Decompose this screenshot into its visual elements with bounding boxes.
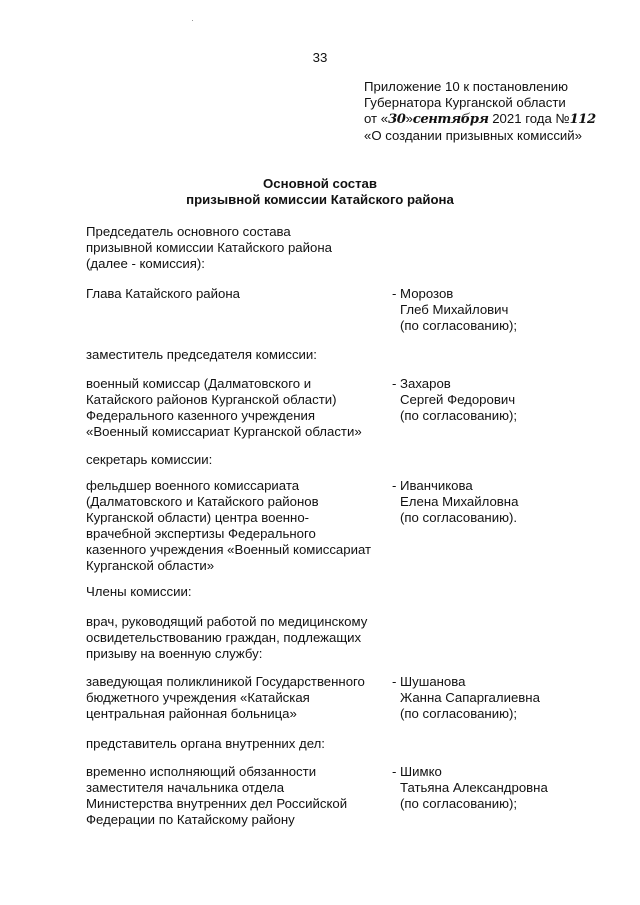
heading-secretary: секретарь комиссии:	[86, 452, 213, 467]
appendix-block	[364, 79, 624, 144]
appendix-line-1: Приложение 10 к постановлению	[364, 79, 568, 94]
entry-person: - Морозов Глеб Михайлович (по согласованию);	[392, 286, 518, 333]
entry-person: - Захаров Сергей Федорович (по согласованию);	[392, 376, 518, 423]
entry-position: фельдшер военного комиссариата (Далматовского и Катайского районов Курганской области) центра военно- врачебной экспертизы Федерального казенного учреждения «Военный комиссариат Курганской области»	[86, 478, 372, 573]
entry-person: - Иванчикова Елена Михайловна (по согласованию).	[392, 478, 519, 525]
title-line-2: призывной комиссии Катайского района	[186, 192, 454, 207]
entry-position: Глава Катайского района	[86, 286, 240, 301]
appendix-line-4: «О создании призывных комиссий»	[364, 128, 582, 143]
handwritten-day: 30	[388, 112, 406, 127]
heading-police: представитель органа внутренних дел:	[86, 736, 325, 751]
scan-mark	[192, 20, 193, 21]
appendix-line-3: от «30»сентября 2021 года №112	[364, 111, 596, 127]
appendix-line-2: Губернатора Курганской области	[364, 95, 566, 110]
document-title	[0, 176, 640, 208]
handwritten-month: сентября	[412, 112, 489, 127]
heading-members: Члены комиссии:	[86, 584, 192, 599]
entry-position: военный комиссар (Далматовского и Катайского районов Курганской области) Федерального казенного учреждения «Военный комиссариат Курганской области»	[86, 376, 362, 439]
entry-person: - Шимко Татьяна Александровна (по согласованию);	[392, 764, 548, 811]
heading-doctor: врач, руководящий работой по медицинскому освидетельствованию граждан, подлежащих призыву на военную службу:	[86, 614, 368, 661]
chairman-heading: Председатель основного состава призывной комиссии Катайского района (далее - комиссия):	[86, 224, 332, 271]
page-number: 33	[312, 50, 328, 65]
entry-position: заведующая поликлиникой Государственного бюджетного учреждения «Катайская центральная районная больница»	[86, 674, 365, 721]
handwritten-number: 112	[569, 112, 596, 127]
entry-position: временно исполняющий обязанности заместителя начальника отдела Министерства внутренних дел Российской Федерации по Катайскому району	[86, 764, 348, 827]
heading-deputy: заместитель председателя комиссии:	[86, 347, 317, 362]
entry-person: - Шушанова Жанна Сапаргалиевна (по согласованию);	[392, 674, 540, 721]
title-line-1: Основной состав	[263, 176, 377, 191]
